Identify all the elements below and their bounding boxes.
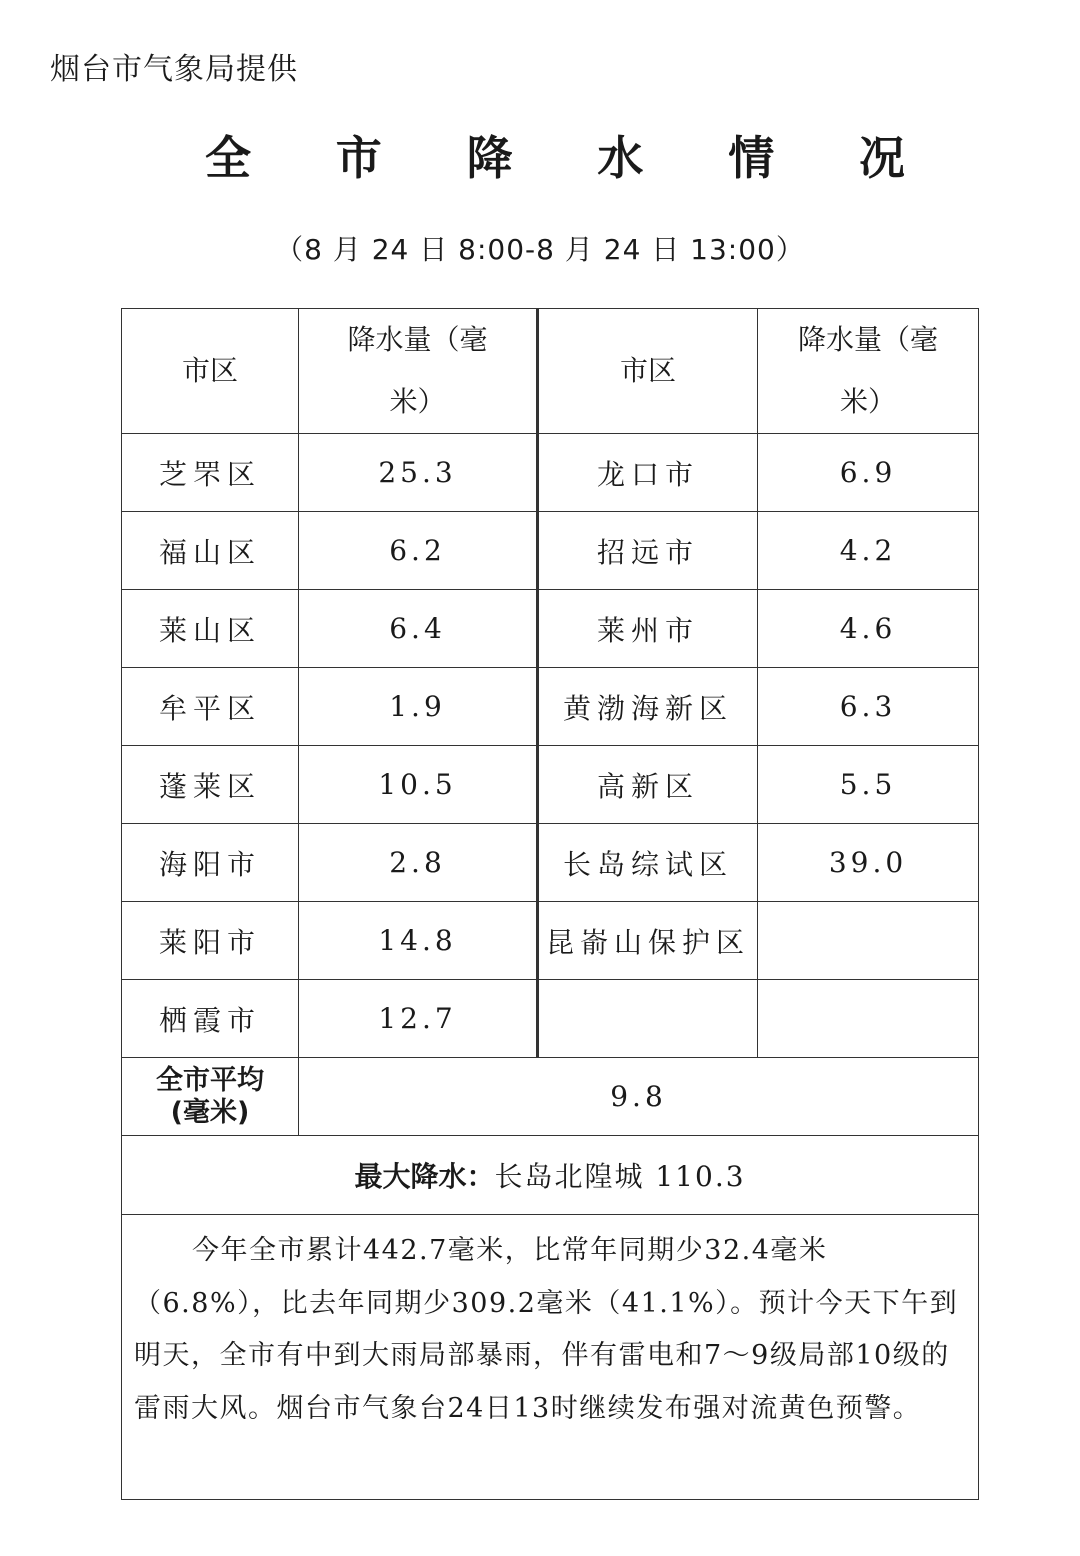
district-name: 牟平区	[122, 668, 299, 746]
average-row	[122, 1058, 979, 1136]
rainfall-value: 25.3	[299, 434, 538, 512]
table-row	[122, 746, 979, 824]
district-name: 福山区	[122, 512, 299, 590]
rainfall-value: 4.6	[758, 590, 979, 668]
note-paragraph: 今年全市累计442.7毫米，比常年同期少32.4毫米（6.8%），比去年同期少309.2毫米（41.1%）。预计今天下午到明天，全市有中到大雨局部暴雨，伴有雷电和7～9级局部10级的雷雨大风。烟台市气象台24日13时继续发布强对流黄色预警。	[134, 1235, 959, 1424]
rainfall-value: 5.5	[758, 746, 979, 824]
rainfall-value	[758, 980, 979, 1058]
district-name: 昆嵛山保护区	[538, 902, 758, 980]
header-rainfall-line1: 降水量（毫	[347, 323, 488, 356]
page-title	[205, 122, 905, 188]
district-name: 高新区	[538, 746, 758, 824]
note-text	[122, 1215, 979, 1500]
header-district: 市区	[538, 309, 758, 434]
district-name: 莱阳市	[122, 902, 299, 980]
rainfall-table	[121, 308, 979, 1500]
rainfall-value: 4.2	[758, 512, 979, 590]
max-rainfall-cell	[122, 1136, 979, 1215]
table-row	[122, 668, 979, 746]
rainfall-value: 6.9	[758, 434, 979, 512]
title-char: 水	[597, 131, 644, 185]
source-label: 烟台市气象局提供	[50, 52, 298, 87]
district-name: 蓬莱区	[122, 746, 299, 824]
title-char: 情	[728, 131, 775, 185]
header-rainfall	[299, 309, 538, 434]
header-rainfall	[758, 309, 979, 434]
note-row	[122, 1215, 979, 1500]
district-name: 龙口市	[538, 434, 758, 512]
district-name: 栖霞市	[122, 980, 299, 1058]
rainfall-value: 12.7	[299, 980, 538, 1058]
table-row	[122, 980, 979, 1058]
rainfall-value: 6.3	[758, 668, 979, 746]
district-name: 芝罘区	[122, 434, 299, 512]
period-subtitle: （8 月 24 日 8:00-8 月 24 日 13:00）	[275, 233, 805, 266]
title-char: 降	[466, 131, 513, 185]
district-name: 长岛综试区	[538, 824, 758, 902]
average-value: 9.8	[299, 1058, 979, 1136]
average-label-line2: (毫米)	[170, 1096, 250, 1128]
district-name: 海阳市	[122, 824, 299, 902]
rainfall-value: 14.8	[299, 902, 538, 980]
max-rainfall-row	[122, 1136, 979, 1215]
rainfall-value: 10.5	[299, 746, 538, 824]
table-row	[122, 902, 979, 980]
table-row	[122, 590, 979, 668]
max-rainfall-value: 长岛北隍城 110.3	[494, 1160, 746, 1193]
table-row	[122, 824, 979, 902]
max-rainfall-label: 最大降水：	[354, 1160, 495, 1193]
table-header-row	[122, 309, 979, 434]
rainfall-value: 6.4	[299, 590, 538, 668]
title-char: 况	[858, 131, 905, 185]
district-name: 招远市	[538, 512, 758, 590]
header-rainfall-line1: 降水量（毫	[797, 323, 938, 356]
table-row	[122, 512, 979, 590]
district-name	[538, 980, 758, 1058]
rainfall-value	[758, 902, 979, 980]
district-name: 黄渤海新区	[538, 668, 758, 746]
district-name: 莱山区	[122, 590, 299, 668]
header-rainfall-line2: 米）	[839, 385, 896, 418]
average-label-line1: 全市平均	[156, 1064, 264, 1096]
rainfall-value: 6.2	[299, 512, 538, 590]
table-row	[122, 434, 979, 512]
title-char: 市	[335, 131, 382, 185]
header-district: 市区	[122, 309, 299, 434]
average-label	[122, 1058, 299, 1136]
district-name: 莱州市	[538, 590, 758, 668]
rainfall-value: 2.8	[299, 824, 538, 902]
title-char: 全	[205, 131, 251, 185]
rainfall-value: 1.9	[299, 668, 538, 746]
rainfall-value: 39.0	[758, 824, 979, 902]
header-rainfall-line2: 米）	[389, 385, 446, 418]
